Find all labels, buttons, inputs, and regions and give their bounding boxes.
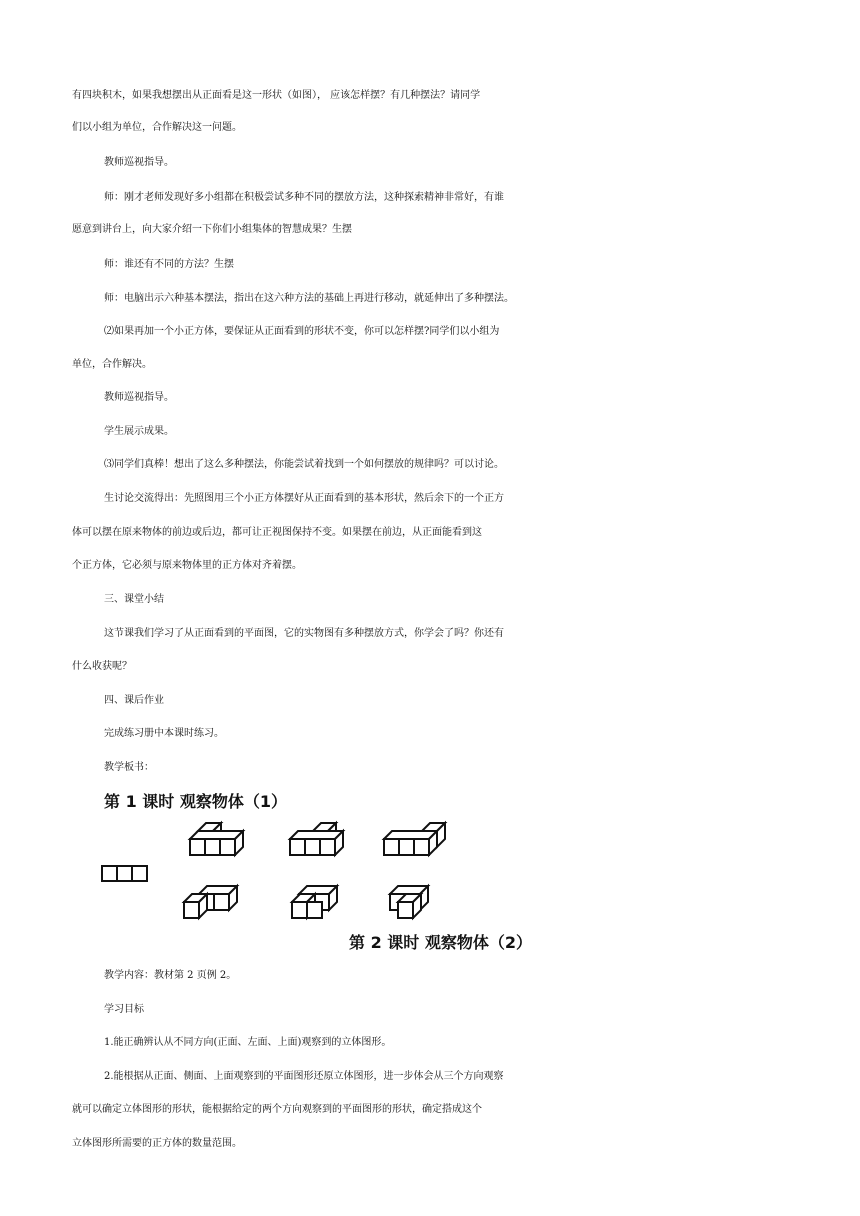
text-line: 生讨论交流得出：先照图用三个小正方体摆好从正面看到的基本形状，然后余下的一个正方 bbox=[104, 493, 504, 504]
text-line: 完成练习册中本课时练习。 bbox=[104, 728, 224, 739]
text-line: 师：谁还有不同的方法？生摆 bbox=[104, 259, 234, 270]
text-line: 教师巡视指导。 bbox=[104, 392, 174, 403]
section-heading: 四、课后作业 bbox=[104, 695, 164, 706]
text-line: 体可以摆在原来物体的前边或后边，都可让正视图保持不变。如果摆在前边，从正面能看到这 bbox=[72, 527, 482, 538]
cube-arrangement-4 bbox=[181, 882, 251, 922]
text-line: 个正方体，它必须与原来物体里的正方体对齐着摆。 bbox=[72, 560, 302, 571]
cube-arrangement-2 bbox=[287, 822, 357, 862]
cube-arrangement-5 bbox=[289, 882, 359, 922]
text-line: 就可以确定立体图形的形状，能根据给定的两个方向观察到的平面图形的形状，确定搭成这个 bbox=[72, 1104, 482, 1115]
text-line: 1.能正确辨认从不同方向(正面、左面、上面)观察到的立体图形。 bbox=[104, 1037, 392, 1048]
text-line: 什么收获呢？ bbox=[72, 661, 132, 672]
text-line: ⑵如果再加一个小正方体，要保证从正面看到的形状不变，你可以怎样摆?同学们以小组为 bbox=[104, 326, 500, 337]
board-title: 第 1 课时 观察物体（1） bbox=[104, 792, 287, 811]
cube-arrangement-3 bbox=[381, 822, 451, 862]
text-line: 师：电脑出示六种基本摆法，指出在这六种方法的基础上再进行移动，就延伸出了多种摆法。 bbox=[104, 293, 514, 304]
text-line: 2.能根据从正面、侧面、上面观察到的平面图形还原立体图形，进一步体会从三个方向观察 bbox=[104, 1071, 504, 1082]
text-line: 这节课我们学习了从正面看到的平面图，它的实物图有多种摆放方式，你学会了吗？你还有 bbox=[104, 628, 504, 639]
text-line: 愿意到讲台上，向大家介绍一下你们小组集体的智慧成果？生摆 bbox=[72, 224, 352, 235]
section-heading: 三、课堂小结 bbox=[104, 594, 164, 605]
text-line: 有四块积木，如果我想摆出从正面看是这一形状（如图）， 应该怎样摆？有几种摆法？请同学 bbox=[72, 90, 481, 101]
text-line: ⑶同学们真棒！想出了这么多种摆法，你能尝试着找到一个如何摆放的规律吗？可以讨论。 bbox=[104, 459, 504, 470]
text-line: 师：刚才老师发现好多小组都在积极尝试多种不同的摆放方法，这种探索精神非常好，有谁 bbox=[104, 192, 504, 203]
text-line: 学生展示成果。 bbox=[104, 426, 174, 437]
text-line: 教学板书： bbox=[104, 762, 154, 773]
text-line: 立体图形所需要的正方体的数量范围。 bbox=[72, 1138, 242, 1149]
cube-arrangement-6 bbox=[380, 882, 450, 922]
cube-arrangement-1 bbox=[183, 822, 253, 862]
lesson-2-title: 第 2 课时 观察物体（2） bbox=[349, 933, 532, 952]
front-view-figure bbox=[100, 864, 160, 886]
text-line: 教师巡视指导。 bbox=[104, 157, 174, 168]
section-heading: 学习目标 bbox=[104, 1004, 144, 1015]
text-line: 们以小组为单位，合作解决这一问题。 bbox=[72, 122, 242, 133]
text-line: 教学内容：教材第 2 页例 2。 bbox=[104, 970, 237, 981]
text-line: 单位，合作解决。 bbox=[72, 359, 152, 370]
